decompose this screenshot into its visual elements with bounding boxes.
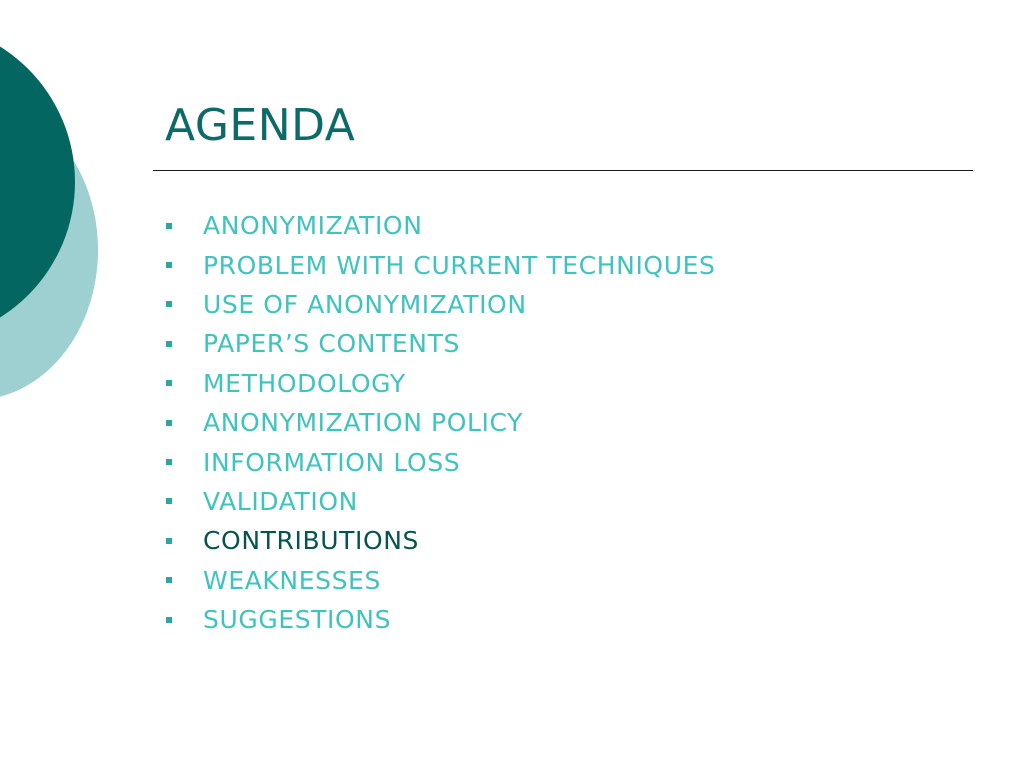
square-bullet-icon [166, 301, 172, 307]
agenda-item-label: ANONYMIZATION POLICY [203, 408, 523, 438]
agenda-item-label: INFORMATION LOSS [203, 447, 461, 477]
agenda-item-suggestions [165, 600, 715, 639]
square-bullet-icon [166, 223, 172, 229]
agenda-item-label: WEAKNESSES [203, 565, 381, 595]
agenda-item-label: PROBLEM WITH CURRENT TECHNIQUES [203, 250, 716, 280]
square-bullet-icon [166, 262, 172, 268]
agenda-item-label: VALIDATION [203, 486, 358, 516]
agenda-item-anonymization [165, 206, 715, 245]
agenda-item-use-of-anonymization [165, 285, 715, 324]
agenda-item-label: SUGGESTIONS [203, 605, 392, 635]
agenda-item-weaknesses [165, 561, 715, 600]
square-bullet-icon [166, 577, 172, 583]
agenda-item-papers-contents [165, 324, 715, 363]
square-bullet-icon [166, 617, 172, 623]
agenda-item-anonymization-policy [165, 403, 715, 442]
agenda-item-label: CONTRIBUTIONS [203, 526, 419, 556]
agenda-item-label: USE OF ANONYMIZATION [203, 289, 527, 319]
slide-title: AGENDA [165, 100, 356, 151]
agenda-item-methodology [165, 364, 715, 403]
square-bullet-icon [166, 459, 172, 465]
agenda-item-label: PAPER’S CONTENTS [203, 329, 460, 359]
agenda-item-information-loss [165, 442, 715, 481]
agenda-item-validation [165, 482, 715, 521]
agenda-list [165, 206, 715, 639]
square-bullet-icon [166, 420, 172, 426]
agenda-item-label: ANONYMIZATION [203, 211, 423, 241]
square-bullet-icon [166, 380, 172, 386]
title-divider [153, 170, 973, 171]
agenda-item-contributions [165, 521, 715, 560]
square-bullet-icon [166, 498, 172, 504]
agenda-item-problem-with-current-techniques [165, 245, 715, 284]
agenda-item-label: METHODOLOGY [203, 368, 406, 398]
square-bullet-icon [166, 341, 172, 347]
square-bullet-icon [166, 538, 172, 544]
